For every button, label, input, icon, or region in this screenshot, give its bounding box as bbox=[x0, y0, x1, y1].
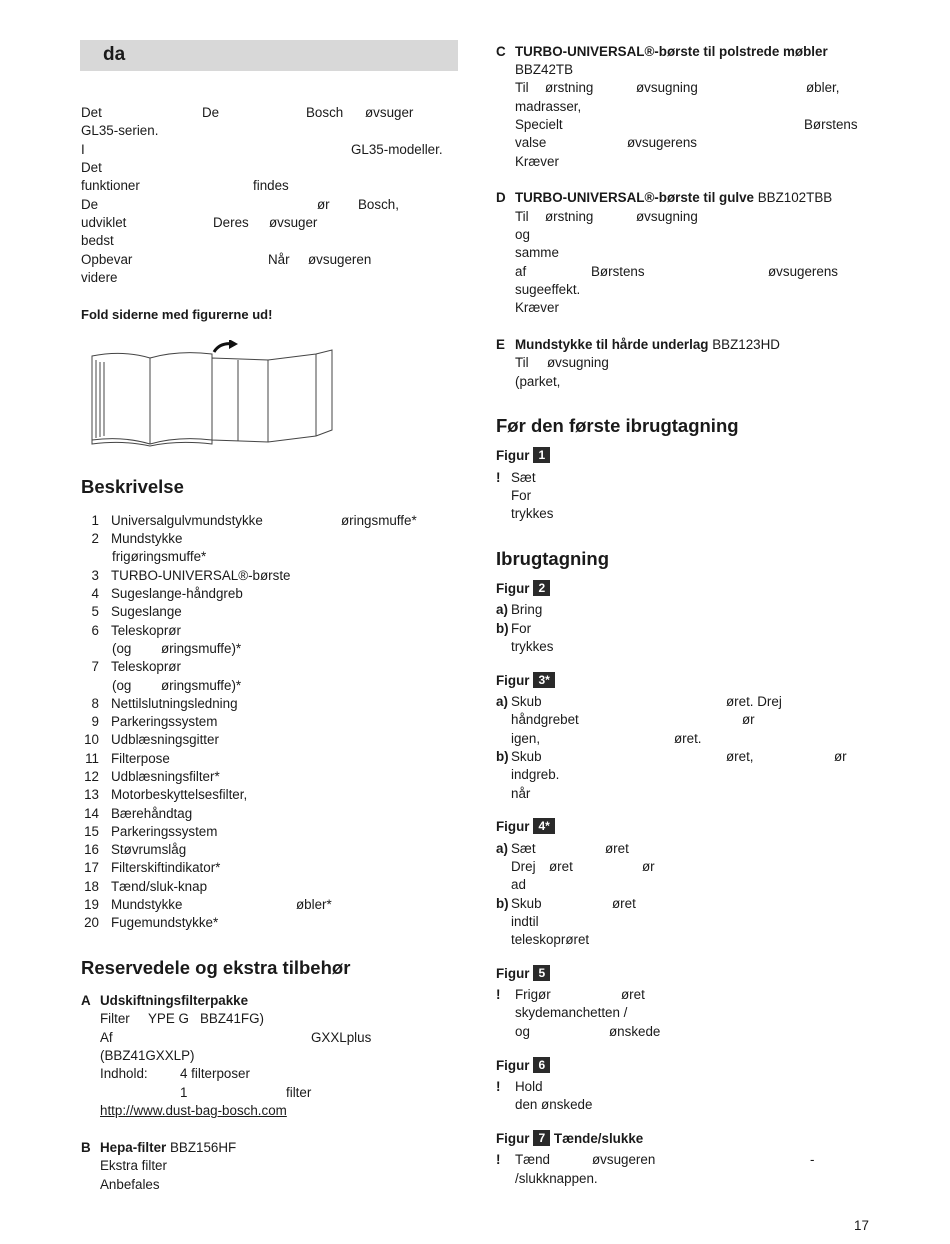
item-text: af bbox=[515, 264, 527, 279]
item-text: øvsugerens bbox=[768, 264, 838, 279]
figure-number-badge: 5 bbox=[533, 965, 550, 981]
list-item: 10 Udblæsningsgitter bbox=[84, 732, 219, 747]
intro-word: De bbox=[202, 105, 220, 120]
item-text: For bbox=[511, 621, 532, 636]
list-item: 3 TURBO-UNIVERSAL®-børste bbox=[91, 568, 291, 583]
item-text: Skub bbox=[511, 896, 542, 911]
item-text: når bbox=[511, 786, 531, 801]
item-title: TURBO-UNIVERSAL®-børste til polstrede møbler bbox=[515, 44, 828, 59]
item-text: øvsugning bbox=[636, 80, 698, 95]
step-marker: b) bbox=[496, 896, 509, 911]
list-item: 1 Universalgulvmundstykke bbox=[91, 513, 263, 528]
item-text: Anbefales bbox=[100, 1177, 160, 1192]
intro-word: GL35-serien. bbox=[81, 123, 159, 138]
item-text: Til bbox=[515, 355, 529, 370]
item-text: ørstning bbox=[545, 80, 594, 95]
list-item-fragment: frigøringsmuffe* bbox=[112, 549, 207, 564]
list-item-fragment: øringsmuffe)* bbox=[161, 641, 242, 656]
intro-word: ør bbox=[317, 197, 330, 212]
item-text: indtil bbox=[511, 914, 539, 929]
item-text: /slukknappen. bbox=[515, 1171, 598, 1186]
item-text: Ekstra filter bbox=[100, 1158, 167, 1173]
item-code: BBZ42TB bbox=[515, 62, 574, 77]
item-text: teleskoprøret bbox=[511, 932, 590, 947]
list-item: 7 Teleskoprør bbox=[91, 659, 181, 674]
item-text: madrasser, bbox=[515, 99, 582, 114]
list-item: 20 Fugemundstykke* bbox=[84, 915, 219, 930]
item-text: Hold bbox=[515, 1079, 543, 1094]
figure-label: Figur 3* bbox=[496, 672, 555, 688]
list-item: 11 Filterpose bbox=[85, 751, 170, 766]
fold-note: Fold siderne med figurerne ud! bbox=[81, 307, 273, 322]
item-text: ønskede bbox=[609, 1024, 661, 1039]
item-heading: TURBO-UNIVERSAL®-børste til gulve BBZ102TBB bbox=[515, 190, 833, 205]
item-heading: Mundstykke til hårde underlag BBZ123HD bbox=[515, 337, 780, 352]
item-text: Tænd bbox=[515, 1152, 550, 1167]
item-text: ad bbox=[511, 877, 526, 892]
item-text: 4 filterposer bbox=[180, 1066, 250, 1081]
figure-label: Figur 6 bbox=[496, 1057, 550, 1073]
item-text: øret bbox=[612, 896, 636, 911]
intro-word: De bbox=[81, 197, 99, 212]
list-item: 13 Motorbeskyttelsesfilter, bbox=[84, 787, 248, 802]
item-heading: Hepa-filter BBZ156HF bbox=[100, 1140, 237, 1155]
item-text: øret bbox=[605, 841, 629, 856]
item-text: (parket, bbox=[515, 374, 561, 389]
item-letter: B bbox=[81, 1140, 91, 1155]
item-text: samme bbox=[515, 245, 559, 260]
item-text: Af bbox=[100, 1030, 113, 1045]
item-text: Kræver bbox=[515, 300, 559, 315]
section-title-before-first-use: Før den første ibrugtagning bbox=[496, 415, 739, 436]
list-item-fragment: øbler* bbox=[296, 897, 332, 912]
item-text: øret, bbox=[726, 749, 754, 764]
item-text: skydemanchetten / bbox=[515, 1005, 628, 1020]
item-text: - bbox=[810, 1152, 815, 1167]
figure-number-badge: 2 bbox=[533, 580, 550, 596]
item-text: Filter bbox=[100, 1011, 130, 1026]
figure-number-badge: 3* bbox=[533, 672, 554, 688]
intro-word: Det bbox=[81, 105, 102, 120]
item-text: Specielt bbox=[515, 117, 563, 132]
intro-word: Når bbox=[268, 252, 290, 267]
item-letter: A bbox=[81, 993, 91, 1008]
dust-bag-link[interactable]: http://www.dust-bag-bosch.com bbox=[100, 1103, 287, 1118]
step-marker: b) bbox=[496, 621, 509, 636]
figure-number-badge: 6 bbox=[533, 1057, 550, 1073]
item-text: ørstning bbox=[545, 209, 594, 224]
list-item: 17 Filterskiftindikator* bbox=[84, 860, 221, 875]
item-text: øret bbox=[621, 987, 645, 1002]
list-item: 6 Teleskoprør bbox=[91, 623, 181, 638]
step-marker: b) bbox=[496, 749, 509, 764]
intro-word: funktioner bbox=[81, 178, 140, 193]
note-marker: ! bbox=[496, 470, 501, 485]
item-text: YPE G bbox=[148, 1011, 189, 1026]
figure-label: Figur 4* bbox=[496, 818, 555, 834]
item-text: øbler, bbox=[806, 80, 840, 95]
note-marker: ! bbox=[496, 987, 501, 1002]
item-text: trykkes bbox=[511, 639, 554, 654]
item-text: Drej bbox=[511, 859, 536, 874]
list-item-fragment: (og bbox=[112, 641, 132, 656]
item-text: den ønskede bbox=[515, 1097, 593, 1112]
item-letter: C bbox=[496, 44, 506, 59]
section-title-beskrivelse: Beskrivelse bbox=[81, 476, 184, 497]
item-text: Sæt bbox=[511, 470, 536, 485]
item-text: valse bbox=[515, 135, 547, 150]
list-item: 4 Sugeslange-håndgreb bbox=[91, 586, 243, 601]
item-text: øret. Drej bbox=[726, 694, 782, 709]
fold-out-pages-illustration bbox=[88, 340, 338, 448]
item-text: trykkes bbox=[511, 506, 554, 521]
note-marker: ! bbox=[496, 1152, 501, 1167]
intro-word: videre bbox=[81, 270, 118, 285]
item-text: ør bbox=[742, 712, 755, 727]
step-marker: a) bbox=[496, 841, 508, 856]
note-marker: ! bbox=[496, 1079, 501, 1094]
item-text: øvsugeren bbox=[592, 1152, 656, 1167]
list-item: 9 Parkeringssystem bbox=[91, 714, 218, 729]
figure-number-badge: 7 bbox=[533, 1130, 550, 1146]
item-text: filter bbox=[286, 1085, 312, 1100]
item-text: Skub bbox=[511, 749, 542, 764]
intro-word: øvsugeren bbox=[308, 252, 372, 267]
list-item: 12 Udblæsningsfilter* bbox=[84, 769, 220, 784]
page-number: 17 bbox=[854, 1218, 869, 1233]
item-text: ør bbox=[834, 749, 847, 764]
item-text: håndgrebet bbox=[511, 712, 579, 727]
list-item: 5 Sugeslange bbox=[91, 604, 182, 619]
item-text: (BBZ41GXXLP) bbox=[100, 1048, 195, 1063]
language-code: da bbox=[103, 44, 126, 65]
item-text: BBZ41FG) bbox=[200, 1011, 264, 1026]
item-letter: D bbox=[496, 190, 506, 205]
item-text: Bring bbox=[511, 602, 543, 617]
intro-word: Opbevar bbox=[81, 252, 133, 267]
item-text: øvsugerens bbox=[627, 135, 697, 150]
step-marker: a) bbox=[496, 602, 508, 617]
item-text: øret. bbox=[674, 731, 702, 746]
figure-number-badge: 4* bbox=[533, 818, 554, 834]
intro-word: øvsuger bbox=[269, 215, 318, 230]
figure-label: Figur 1 bbox=[496, 447, 550, 463]
intro-word: Bosch, bbox=[358, 197, 399, 212]
figure-number-badge: 1 bbox=[533, 447, 550, 463]
list-item: 2 Mundstykke bbox=[91, 531, 183, 546]
list-item: 15 Parkeringssystem bbox=[84, 824, 218, 839]
step-marker: a) bbox=[496, 694, 508, 709]
item-text: øvsugning bbox=[547, 355, 609, 370]
section-title-reservedele: Reservedele og ekstra tilbehør bbox=[81, 957, 351, 978]
item-text: Sæt bbox=[511, 841, 536, 856]
figure-label: Figur 7 Tænde/slukke bbox=[496, 1131, 644, 1146]
intro-word: findes bbox=[253, 178, 289, 193]
intro-word: Deres bbox=[213, 215, 249, 230]
item-letter: E bbox=[496, 337, 505, 352]
list-item: 19 Mundstykke bbox=[84, 897, 183, 912]
intro-word: Bosch bbox=[306, 105, 344, 120]
item-text: sugeeffekt. bbox=[515, 282, 581, 297]
intro-word: Det bbox=[81, 160, 102, 175]
item-text: For bbox=[511, 488, 532, 503]
intro-word: udviklet bbox=[81, 215, 127, 230]
list-item-fragment: øringsmuffe)* bbox=[161, 678, 242, 693]
item-text: Til bbox=[515, 209, 529, 224]
item-text: Frigør bbox=[515, 987, 551, 1002]
list-item: 18 Tænd/sluk-knap bbox=[84, 879, 208, 894]
item-text: og bbox=[515, 227, 530, 242]
item-text: Børstens bbox=[804, 117, 858, 132]
item-title: Udskiftningsfilterpakke bbox=[100, 993, 249, 1008]
item-text: ør bbox=[642, 859, 655, 874]
intro-word: øvsuger bbox=[365, 105, 414, 120]
list-item-fragment: (og bbox=[112, 678, 132, 693]
section-title-ibrugtagning: Ibrugtagning bbox=[496, 548, 610, 569]
list-item-fragment: øringsmuffe* bbox=[341, 513, 417, 528]
item-text: GXXLplus bbox=[311, 1030, 372, 1045]
item-text: indgreb. bbox=[511, 767, 560, 782]
list-item: 16 Støvrumslåg bbox=[84, 842, 187, 857]
item-text: igen, bbox=[511, 731, 541, 746]
list-item: 8 Nettilslutningsledning bbox=[91, 696, 238, 711]
intro-word: I bbox=[81, 142, 85, 157]
item-text: øret bbox=[549, 859, 573, 874]
item-text: Børstens bbox=[591, 264, 645, 279]
item-text: Til bbox=[515, 80, 529, 95]
item-text: Kræver bbox=[515, 154, 559, 169]
item-text: Indhold: bbox=[100, 1066, 148, 1081]
language-header-bar bbox=[80, 40, 458, 71]
item-text: 1 bbox=[180, 1085, 188, 1100]
item-text: øvsugning bbox=[636, 209, 698, 224]
intro-word: GL35-modeller. bbox=[351, 142, 443, 157]
item-text: Skub bbox=[511, 694, 542, 709]
figure-label: Figur 2 bbox=[496, 580, 550, 596]
figure-label: Figur 5 bbox=[496, 965, 550, 981]
item-text: og bbox=[515, 1024, 530, 1039]
list-item: 14 Bærehåndtag bbox=[84, 806, 193, 821]
intro-word: bedst bbox=[81, 233, 114, 248]
